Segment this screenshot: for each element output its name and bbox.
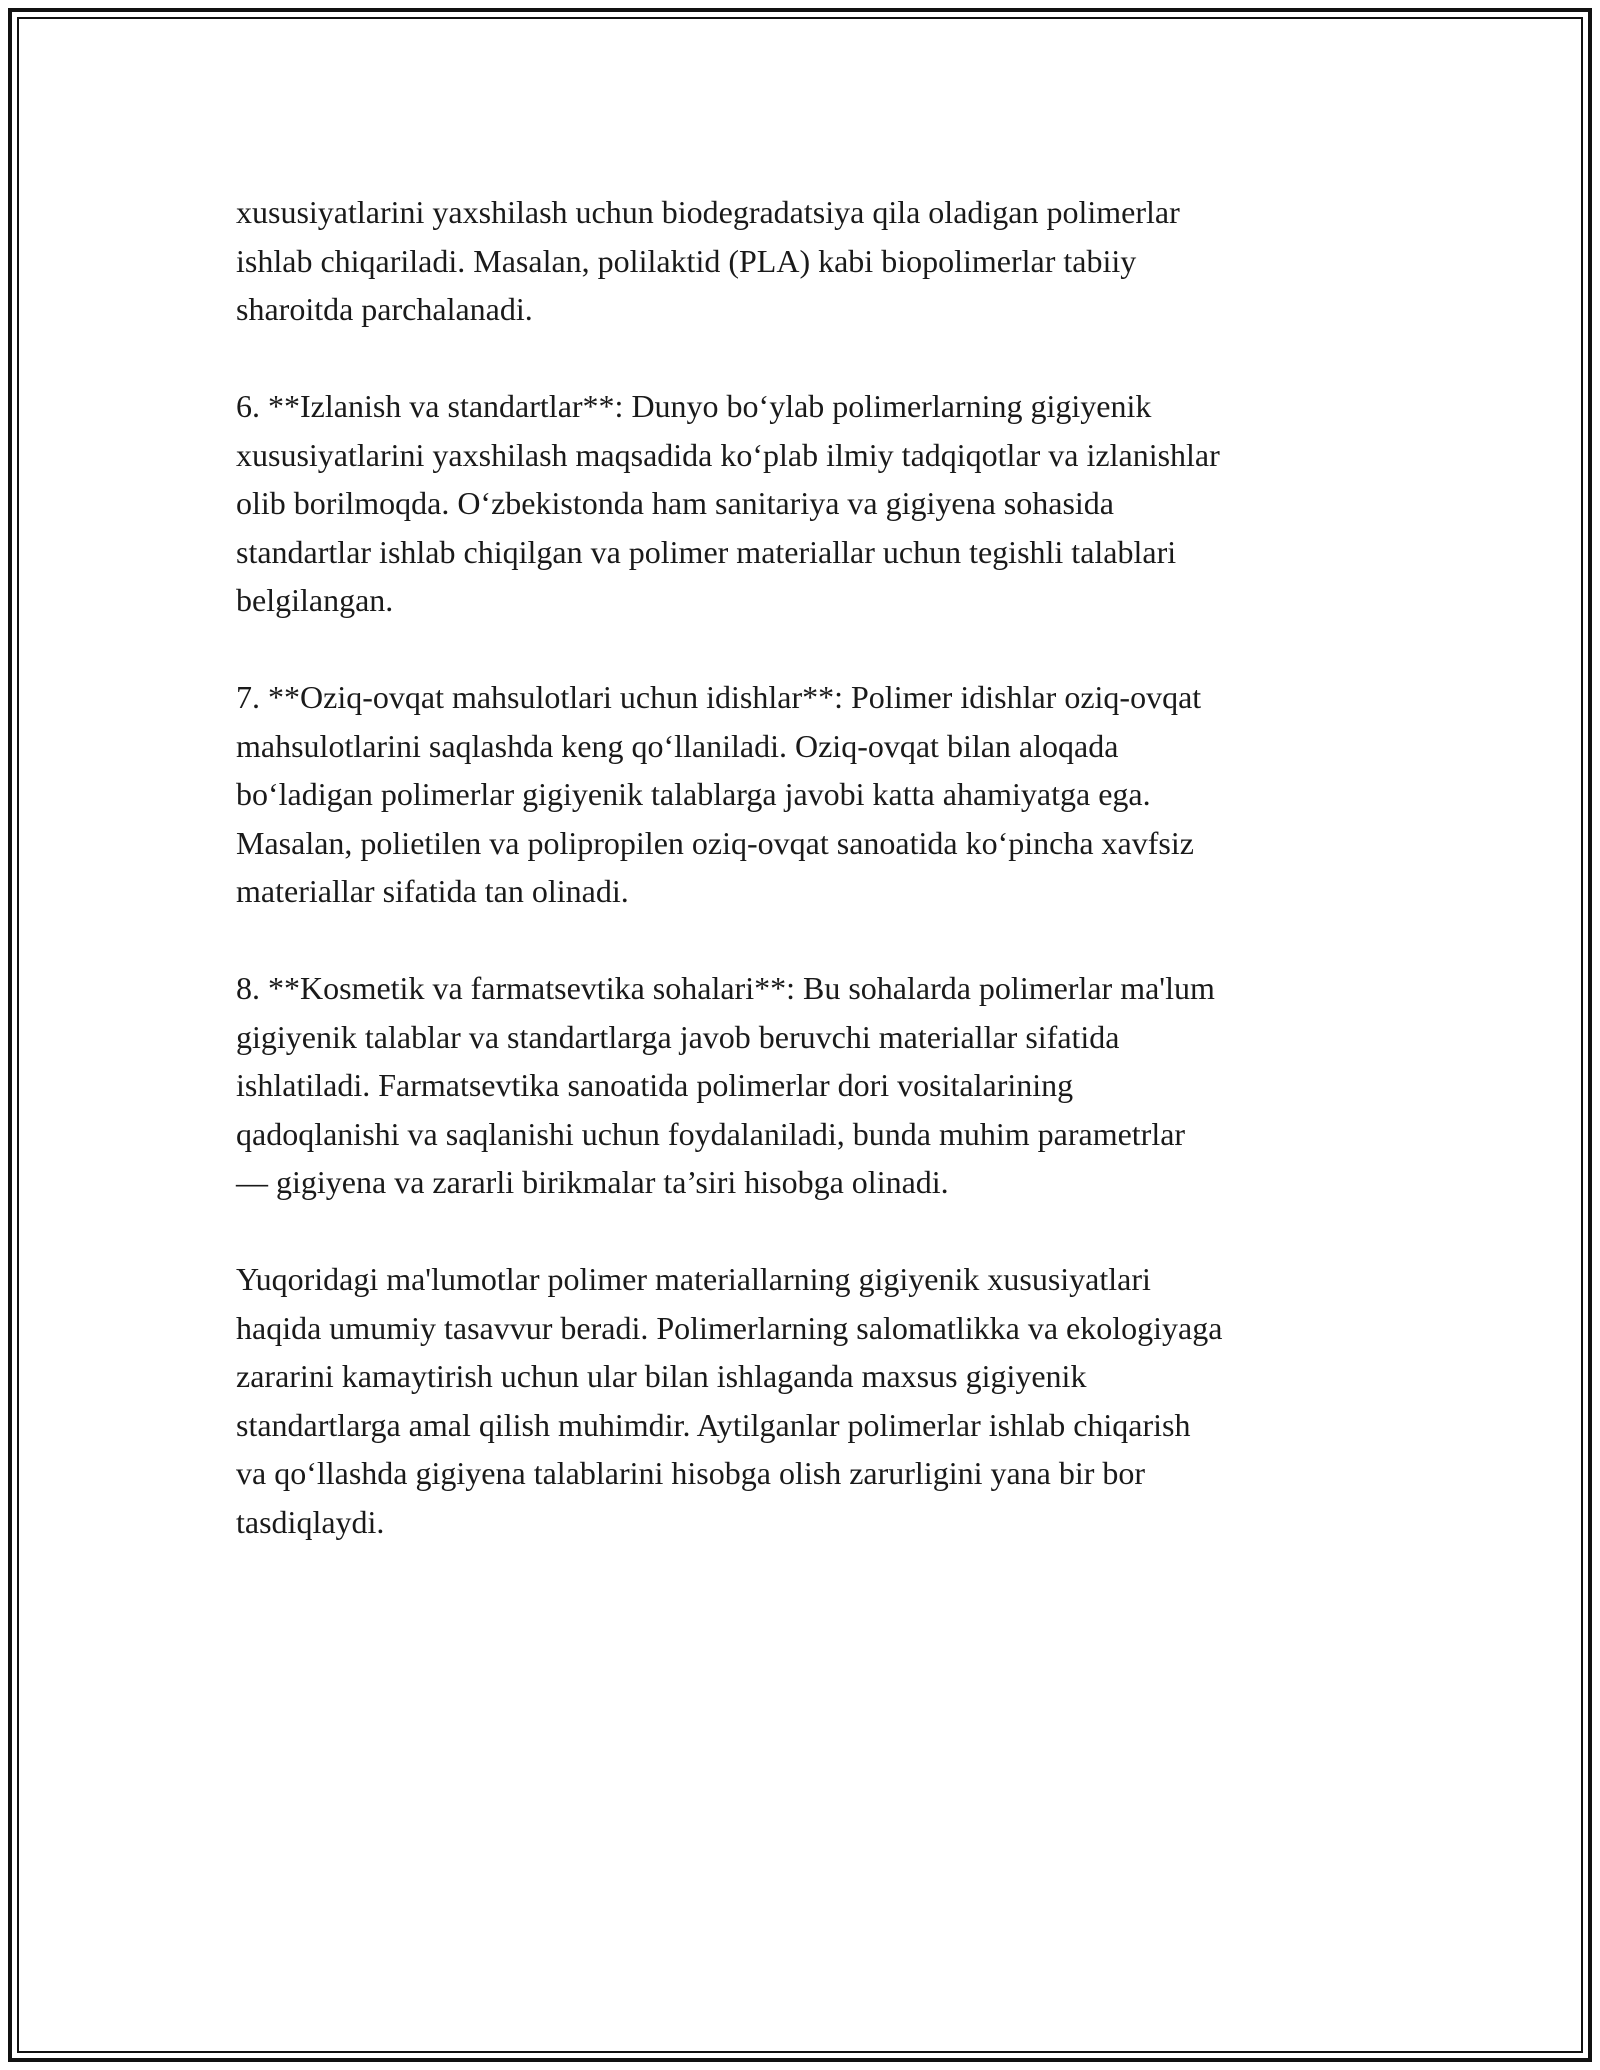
text-line: ishlatiladi. Farmatsevtika sanoatida polimerlar dori vositalarining xyxy=(236,1067,1074,1103)
text-line: 6. **Izlanish va standartlar**: Dunyo bo‘ylab polimerlarning gigiyenik xyxy=(236,388,1152,424)
text-line: xususiyatlarini yaxshilash uchun biodegradatsiya qila oladigan polimerlar xyxy=(236,194,1180,230)
text-line: belgilangan. xyxy=(236,582,394,618)
text-line: zararini kamaytirish uchun ular bilan ishlaganda maxsus gigiyenik xyxy=(236,1358,1087,1394)
paragraph-conclusion xyxy=(236,1255,1376,1546)
text-line: bo‘ladigan polimerlar gigiyenik talablarga javobi katta ahamiyatga ega. xyxy=(236,776,1151,812)
text-line: olib borilmoqda. O‘zbekistonda ham sanitariya va gigiyena sohasida xyxy=(236,485,1114,521)
text-line: Yuqoridagi ma'lumotlar polimer materiallarning gigiyenik xususiyatlari xyxy=(236,1261,1151,1297)
text-line: standartlarga amal qilish muhimdir. Aytilganlar polimerlar ishlab chiqarish xyxy=(236,1406,1191,1443)
paragraph-biodegradable-polymers xyxy=(236,188,1376,334)
text-line: mahsulotlarini saqlashda keng qo‘llaniladi. Oziq-ovqat bilan aloqada xyxy=(236,727,1119,764)
text-line: materiallar sifatida tan olinadi. xyxy=(236,873,629,909)
paragraph-cosmetic-pharma xyxy=(236,964,1376,1207)
text-line: qadoqlanishi va saqlanishi uchun foydalaniladi, bunda muhim parametrlar xyxy=(236,1115,1186,1152)
text-line: 7. **Oziq-ovqat mahsulotlari uchun idishlar**: Polimer idishlar oziq-ovqat xyxy=(236,679,1202,715)
text-line: tasdiqlaydi. xyxy=(236,1503,385,1540)
text-line: va qo‘llashda gigiyena talablarini hisobga olish zarurligini yana bir bor xyxy=(236,1455,1146,1491)
text-line: ishlab chiqariladi. Masalan, polilaktid (PLA) kabi biopolimerlar tabiiy xyxy=(236,242,1137,279)
document-body xyxy=(236,188,1376,1595)
text-line: standartlar ishlab chiqilgan va polimer materiallar uchun tegishli talablari xyxy=(236,533,1177,570)
text-line: haqida umumiy tasavvur beradi. Polimerlarning salomatlikka va ekologiyaga xyxy=(236,1309,1223,1346)
text-line: gigiyenik talablar va standartlarga javob beruvchi materiallar sifatida xyxy=(236,1018,1120,1055)
text-line: — gigiyena va zararli birikmalar ta’siri hisobga olinadi. xyxy=(236,1164,949,1200)
text-line: xususiyatlarini yaxshilash maqsadida ko‘plab ilmiy tadqiqotlar va izlanishlar xyxy=(236,436,1220,473)
text-line: Masalan, polietilen va polipropilen oziq-ovqat sanoatida ko‘pincha xavfsiz xyxy=(236,824,1194,861)
text-line: 8. **Kosmetik va farmatsevtika sohalari**: Bu sohalarda polimerlar ma'lum xyxy=(236,970,1215,1006)
paragraph-food-containers xyxy=(236,673,1376,916)
paragraph-research-standards xyxy=(236,382,1376,625)
text-line: sharoitda parchalanadi. xyxy=(236,291,533,327)
